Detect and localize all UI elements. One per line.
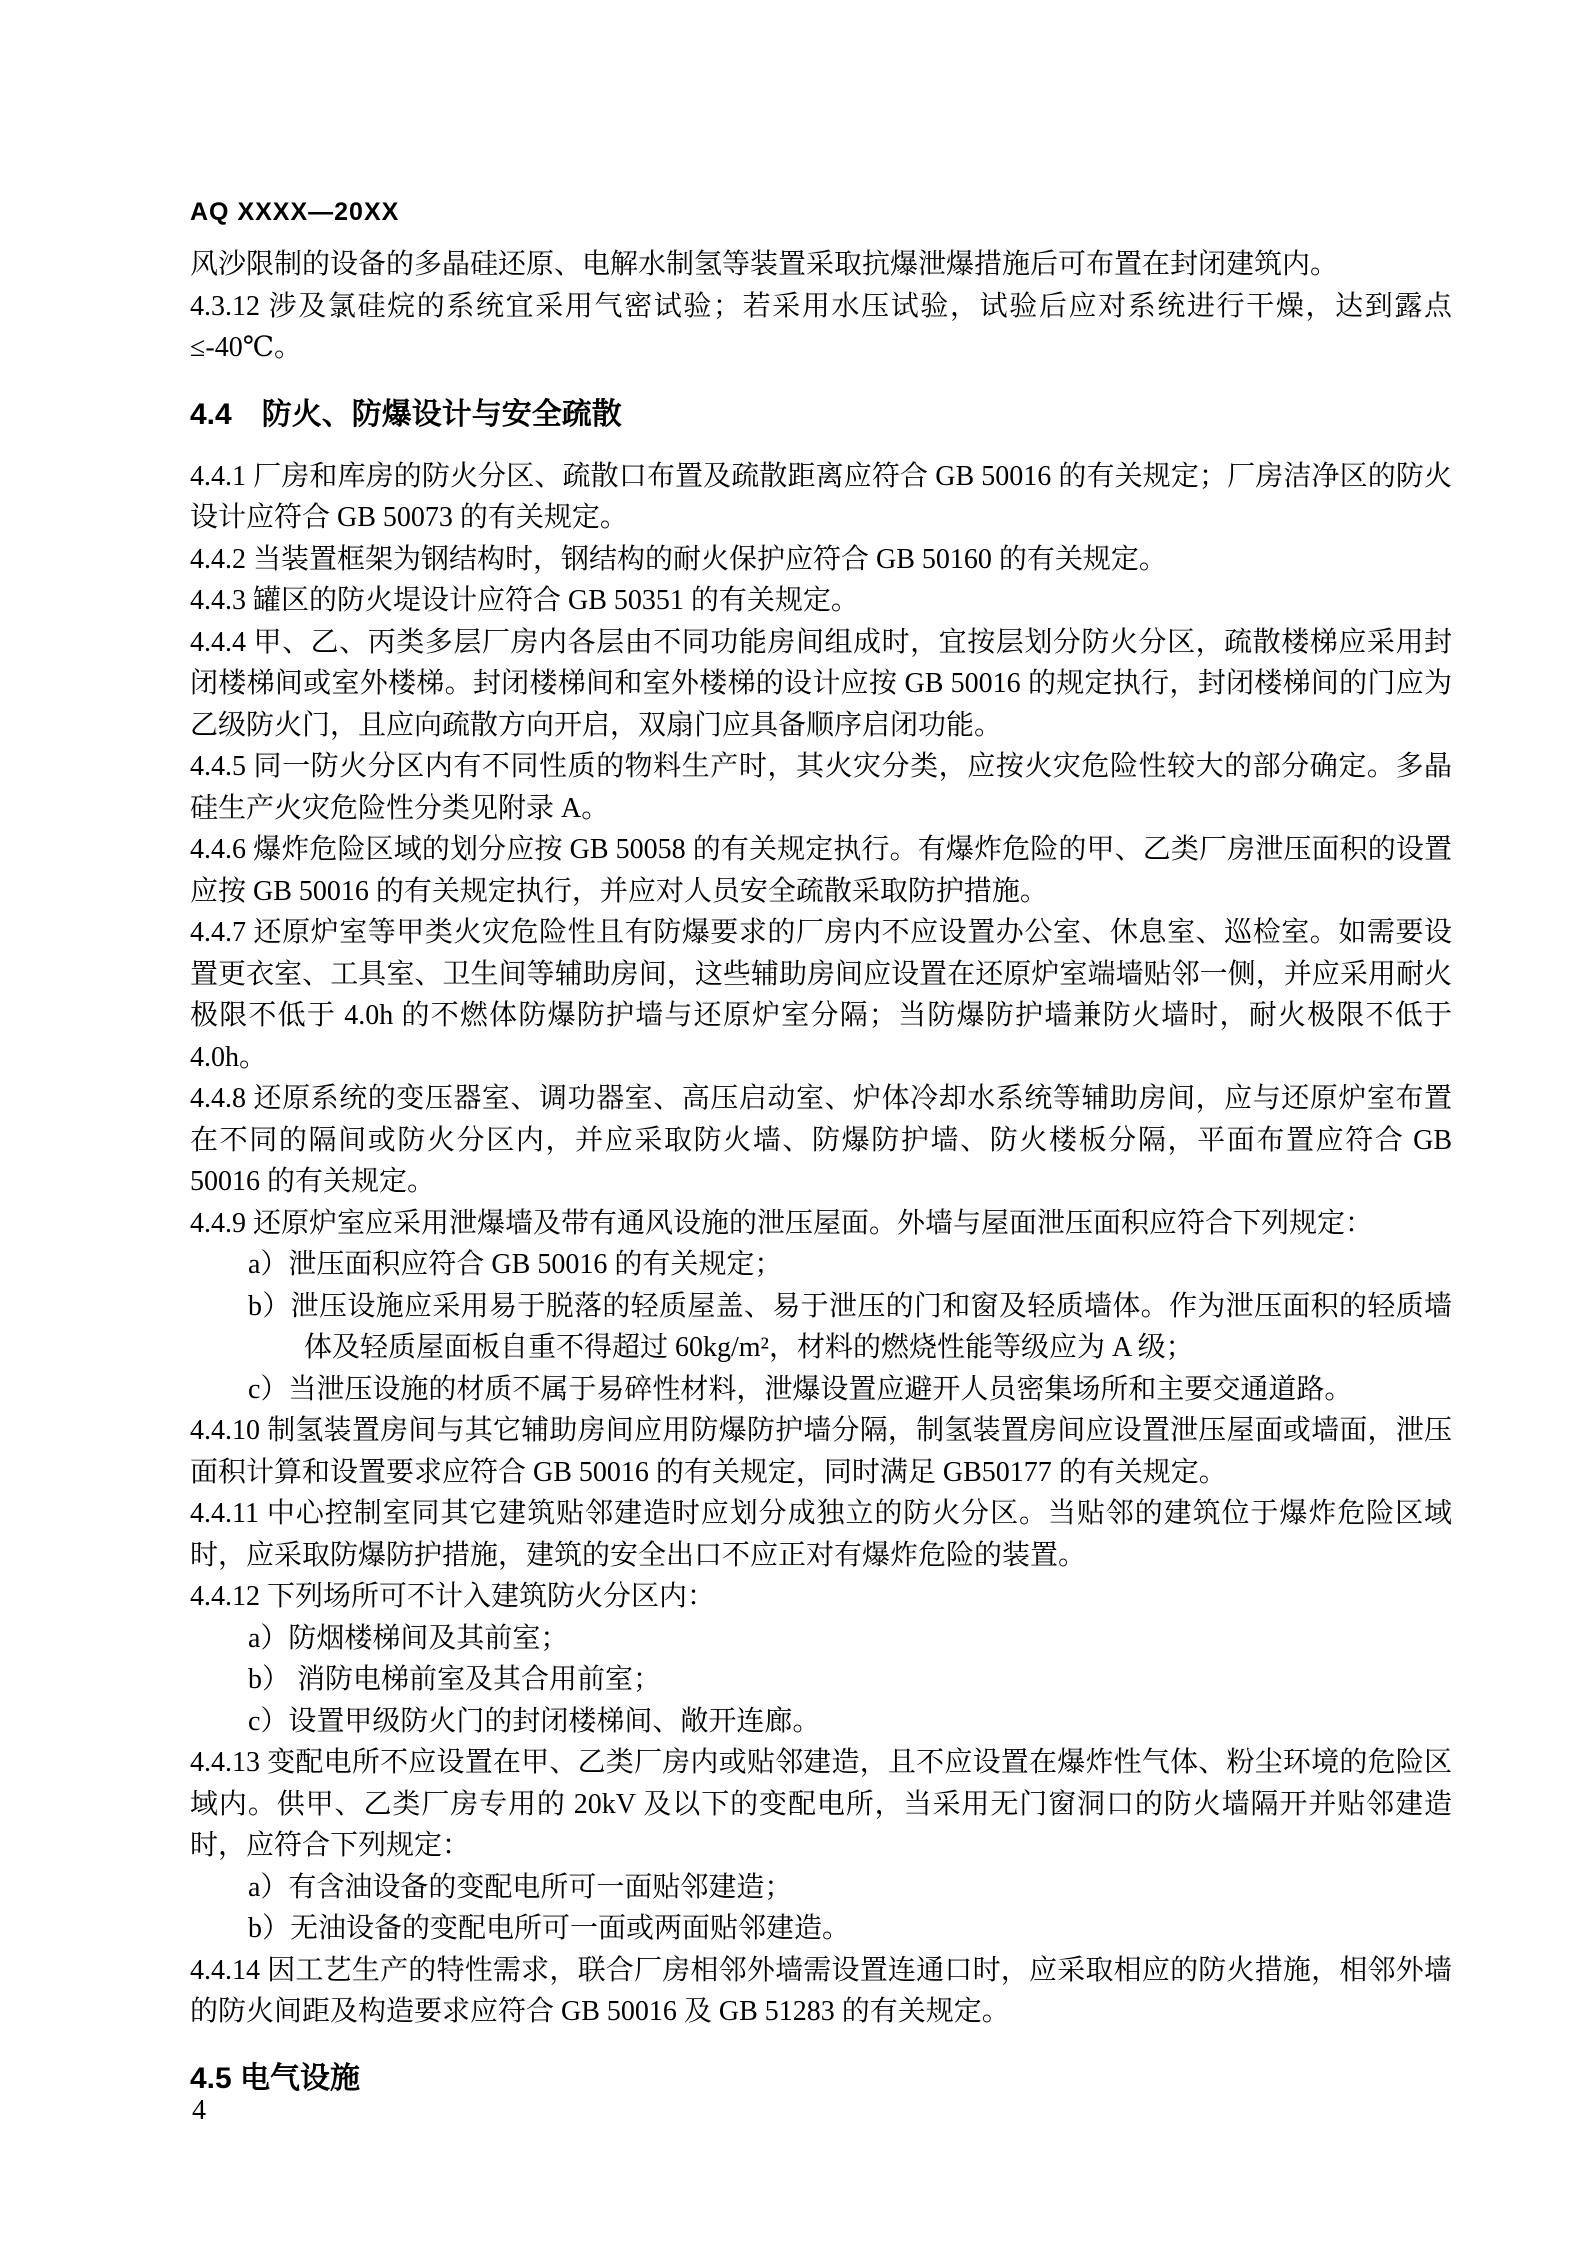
- para-continuation: 风沙限制的设备的多晶硅还原、电解水制氢等装置采取抗爆泄爆措施后可布置在封闭建筑内。: [190, 249, 1339, 280]
- page-content: [190, 196, 1452, 2099]
- clause-4-4-5: 4.4.5 同一防火分区内有不同性质的物料生产时，其火灾分类，应按火灾危险性较大的部分确定。多晶硅生产火灾危险性分类见附录 A。: [190, 751, 1452, 824]
- item-4-4-12-b: b） 消防电梯前室及其合用前室；: [248, 1664, 662, 1695]
- item-4-4-12-c: c）设置甲级防火门的封闭楼梯间、敞开连廊。: [248, 1705, 821, 1737]
- clause-4-4-8: 4.4.8 还原系统的变压器室、调功器室、高压启动室、炉体冷却水系统等辅助房间，应与还原炉室布置在不同的隔间或防火分区内，并应采取防火墙、防爆防护墙、防火楼板分隔，平面布置应符合 GB 50016 的有关规定。: [190, 1083, 1452, 1197]
- item-4-4-12-a: a）防烟楼梯间及其前室；: [248, 1622, 569, 1654]
- item-4-4-13-a: a）有含油设备的变配电所可一面贴邻建造；: [248, 1871, 793, 1903]
- heading-4-5: 4.5 电气设施: [190, 2061, 361, 2095]
- page-number: 4: [192, 2095, 206, 2126]
- item-4-4-9-b: b）泄压设施应采用易于脱落的轻质屋盖、易于泄压的门和窗及轻质墙体。作为泄压面积的轻质墙体及轻质屋面板自重不得超过 60kg/m²，材料的燃烧性能等级应为 A 级；: [248, 1290, 1452, 1363]
- item-4-4-13-b: b）无油设备的变配电所可一面或两面贴邻建造。: [248, 1913, 851, 1944]
- clause-4-4-2: 4.4.2 当装置框架为钢结构时，钢结构的耐火保护应符合 GB 50160 的有关规定。: [190, 543, 1167, 575]
- clause-4-4-3: 4.4.3 罐区的防火堤设计应符合 GB 50351 的有关规定。: [190, 585, 859, 616]
- item-4-4-9-a: a）泄压面积应符合 GB 50016 的有关规定；: [248, 1249, 783, 1280]
- doc-header-code: AQ XXXX—20XX: [190, 198, 400, 226]
- item-4-4-9-c: c）当泄压设施的材质不属于易碎性材料，泄爆设置应避开人员密集场所和主要交通道路。: [248, 1373, 1353, 1405]
- clause-4-4-7: 4.4.7 还原炉室等甲类火灾危险性且有防爆要求的厂房内不应设置办公室、休息室、巡检室。如需要设置更衣室、工具室、卫生间等辅助房间，这些辅助房间应设置在还原炉室端墙贴邻一侧，并应采用耐火极限不低于 4.0h 的不燃体防爆防护墙与还原炉室分隔；当防爆防护墙兼防火墙时，耐火极限不低于 4.0h。: [190, 917, 1452, 1073]
- clause-4-4-10: 4.4.10 制氢装置房间与其它辅助房间应用防爆防护墙分隔，制氢装置房间应设置泄压屋面或墙面，泄压面积计算和设置要求应符合 GB 50016 的有关规定，同时满足 GB50177 的有关规定。: [190, 1415, 1452, 1488]
- clause-4-4-13: 4.4.13 变配电所不应设置在甲、乙类厂房内或贴邻建造，且不应设置在爆炸性气体、粉尘环境的危险区域内。供甲、乙类厂房专用的 20kV 及以下的变配电所，当采用无门窗洞口的防火墙隔开并贴邻建造时，应符合下列规定：: [190, 1747, 1452, 1861]
- clause-4-4-14: 4.4.14 因工艺生产的特性需求，联合厂房相邻外墙需设置连通口时，应采取相应的防火措施，相邻外墙的防火间距及构造要求应符合 GB 50016 及 GB 51283 的有关规定。: [190, 1954, 1452, 2027]
- clause-4-4-12: 4.4.12 下列场所可不计入建筑防火分区内：: [190, 1581, 716, 1612]
- clause-4-4-9: 4.4.9 还原炉室应采用泄爆墙及带有通风设施的泄压屋面。外墙与屋面泄压面积应符合下列规定：: [190, 1207, 1374, 1239]
- heading-4-4: 4.4 防火、防爆设计与安全疏散: [190, 397, 622, 431]
- clause-4-4-4: 4.4.4 甲、乙、丙类多层厂房内各层由不同功能房间组成时，宜按层划分防火分区，疏散楼梯应采用封闭楼梯间或室外楼梯。封闭楼梯间和室外楼梯的设计应按 GB 50016 的规定执行，封闭楼梯间的门应为乙级防火门，且应向疏散方向开启，双扇门应具备顺序启闭功能。: [190, 626, 1452, 741]
- clause-4-4-11: 4.4.11 中心控制室同其它建筑贴邻建造时应划分成独立的防火分区。当贴邻的建筑位于爆炸危险区域时，应采取防爆防护措施，建筑的安全出口不应正对有爆炸危险的装置。: [190, 1498, 1452, 1571]
- clause-4-4-6: 4.4.6 爆炸危险区域的划分应按 GB 50058 的有关规定执行。有爆炸危险的甲、乙类厂房泄压面积的设置应按 GB 50016 的有关规定执行，并应对人员安全疏散采取防护措施。: [190, 834, 1452, 907]
- clause-4-3-12: 4.3.12 涉及氯硅烷的系统宜采用气密试验；若采用水压试验，试验后应对系统进行干燥，达到露点≤-40℃。: [190, 290, 1452, 363]
- clause-4-4-1: 4.4.1 厂房和库房的防火分区、疏散口布置及疏散距离应符合 GB 50016 的有关规定；厂房洁净区的防火设计应符合 GB 50073 的有关规定。: [190, 460, 1452, 533]
